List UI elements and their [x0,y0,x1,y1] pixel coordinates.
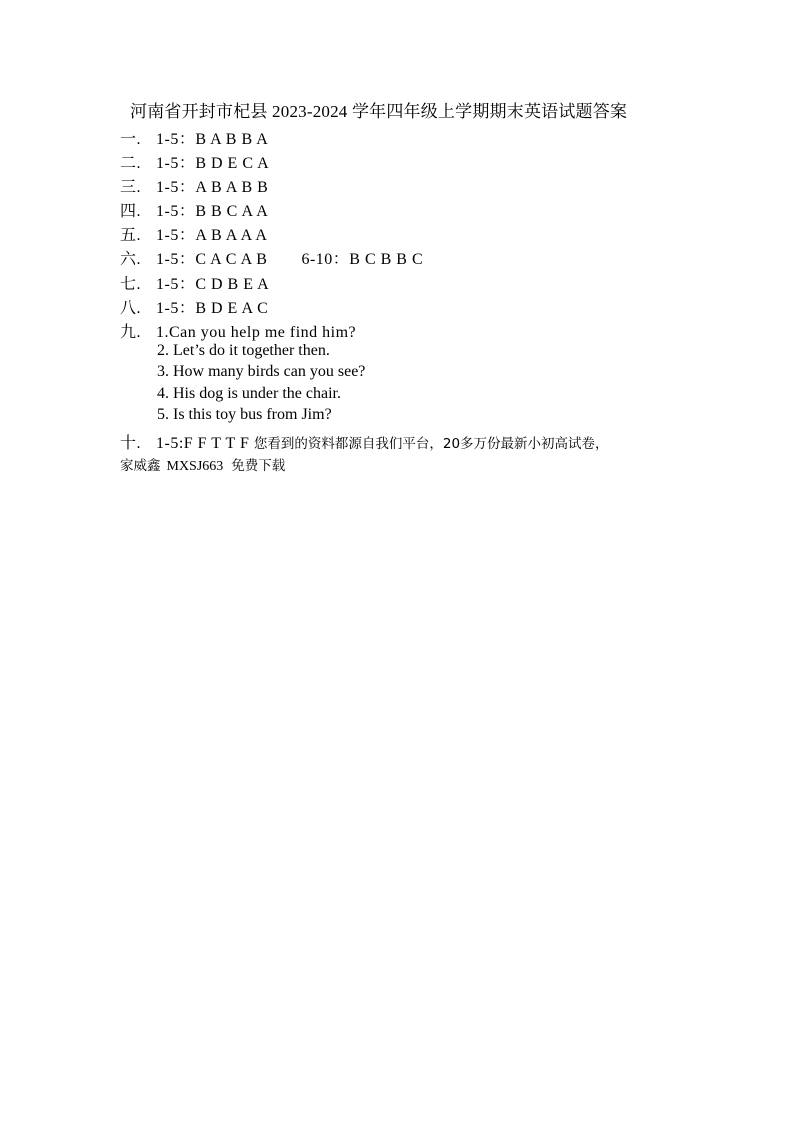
section-number: 十. [120,435,142,452]
answer-text: 1-5：B B C A A [156,203,269,220]
page-title: 河南省开封市杞县 2023-2024 学年四年级上学期期末英语试题答案 [130,102,628,121]
sentence-item: 1.Can you help me find him? [156,324,357,341]
section-10-line [120,430,609,453]
promo-text-a: 家威鑫 [120,458,161,474]
section-9-header [120,319,356,342]
answer-line-5 [120,222,267,245]
promo-continuation [120,454,285,475]
section-number: 二. [120,155,142,172]
section-number: 八. [120,300,142,317]
answer-text: 1-5：A B A A A [156,227,268,244]
promo-code: MXSJ663 [166,459,224,474]
answer-line-8 [120,295,268,318]
answer-text: 1-5：C A C A B [156,251,268,268]
section-number: 一. [120,131,142,148]
answer-line-2 [120,150,269,173]
sentence-item: 4. His dog is under the chair. [157,385,341,402]
answer-line-6 [120,246,423,269]
sentence-item: 5. Is this toy bus from Jim? [157,406,332,423]
section-number: 四. [120,203,142,220]
section-number: 七. [120,276,142,293]
answer-text: 1-5：C D B E A [156,276,270,293]
answer-text: 1-5:F F T T F [156,435,250,452]
promo-text: 您看到的资料都源自我们平台，20多万份最新小初高试卷， [253,436,609,452]
answer-text: 1-5：A B A B B [156,179,269,196]
answer-line-3 [120,174,268,197]
sentence-item: 3. How many birds can you see? [157,363,366,380]
answer-line-1 [120,126,268,149]
promo-text-b: 免费下载 [231,458,286,474]
section-number: 九. [120,324,142,341]
answer-line-7 [120,271,269,294]
sentence-item: 2. Let’s do it together then. [157,342,330,359]
answer-text: 1-5：B D E C A [156,155,270,172]
section-number: 三. [120,179,142,196]
section-number: 五. [120,227,142,244]
answer-text: 1-5：B D E A C [156,300,269,317]
answer-text: 1-5：B A B B A [156,131,269,148]
answer-text-extra: 6-10：B C B B C [301,251,424,268]
answer-line-4 [120,198,268,221]
section-number: 六. [120,251,142,268]
